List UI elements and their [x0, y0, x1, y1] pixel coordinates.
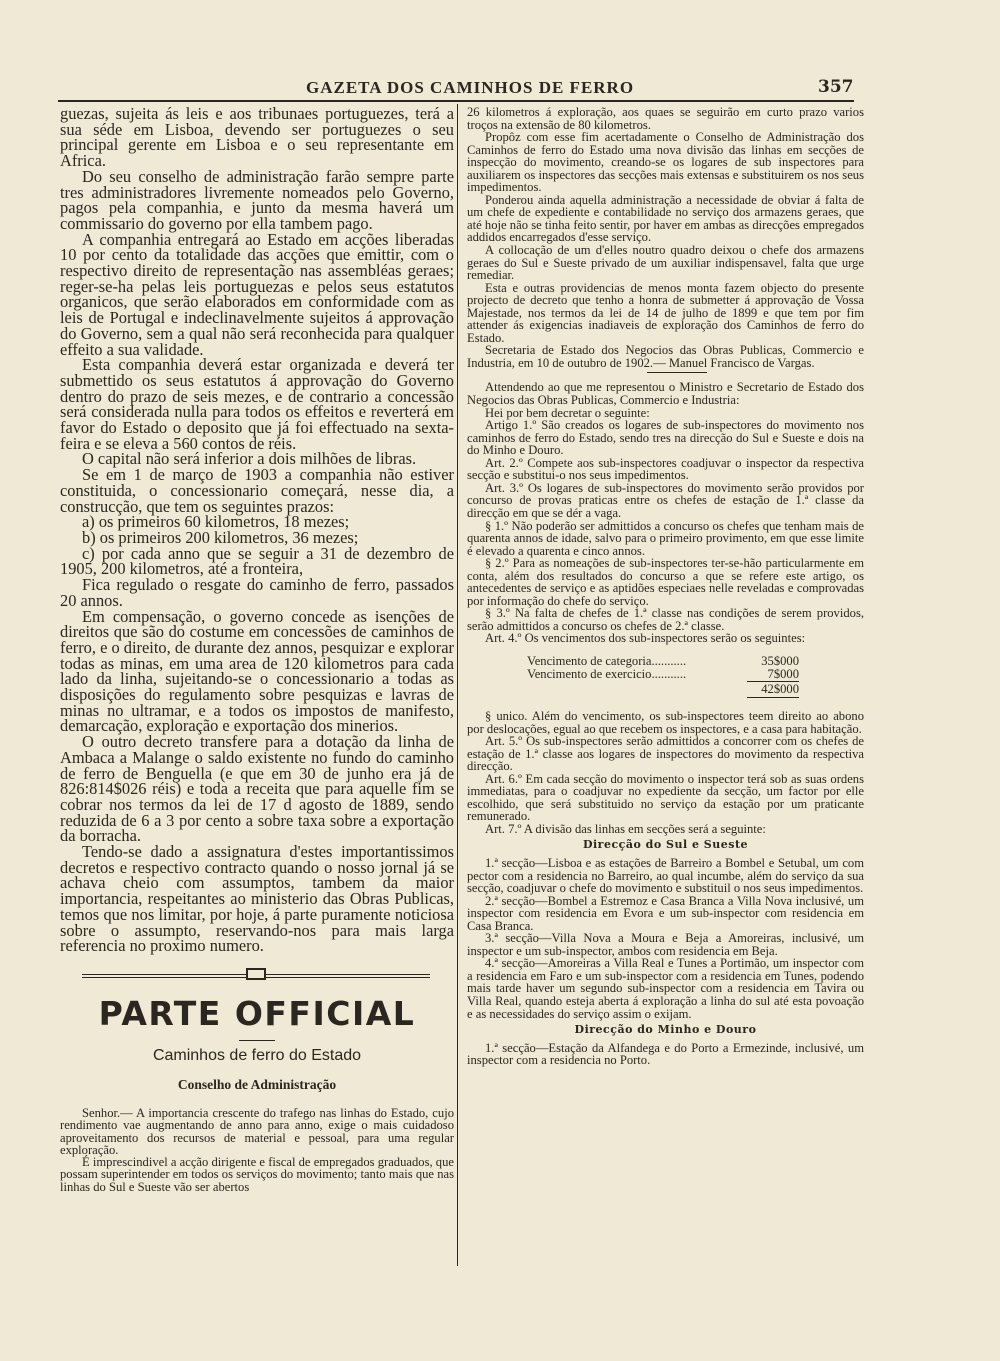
salary-total: 42$000 [747, 681, 799, 698]
paragraph: Attendendo ao que me representou o Ministro e Secretario de Estado dos Negocios das Obras Publicas, Commercio e Industria: [467, 380, 864, 408]
page-number: 357 [818, 77, 854, 97]
article: Art. 4.º Os vencimentos dos sub-inspectores serão os seguintes: [485, 631, 806, 646]
paragraph: A companhia entregará ao Estado em acções liberadas 10 por cento da totalidade das acções que emittir, com o respectivo direito de representação nas assembléas geraes; reger-se-ha pelas leis portuguezas e pelos seus estatutos organicos, que serão elaborados em conformidade com as leis de Portugal e indeclinavelmente sujeitos á approvação do Governo, sem a qual não será reconhecida para qualquer effeito a sua validade. [60, 229, 454, 359]
paragraph: Do seu conselho de administração farão sempre parte tres administradores livremente nomeados pelo Governo, pagos pela companhia, e junto da mesma haverá um commissario do governo por ella tambem pago. [60, 166, 454, 233]
paragraph: Esta e outras providencias de menos monta fazem objecto do presente projecto de decreto que tenho a honra de submetter á approvação de Vossa Majestade, nos termos da lei de 14 de julho de 1899 e que tem por fim attender ás exigencias inadiaveis de exploração dos Caminhos de ferro do Estado. [467, 280, 864, 345]
column-rule [457, 104, 458, 1266]
section-item: 1.ª secção—Lisboa e as estações de Barreiro a Bombel e Setubal, um com pector com a residencia no Barreiro, ao qual incumbe, além do serviço da sua secção, coadjuvar o chefe do movimento e substituil o nos seus impedimentos. [467, 855, 864, 896]
salary-label: Vencimento de exercicio........... [527, 666, 687, 681]
paragraph: Esta companhia deverá estar organizada e deverá ter submettido os seus estatutos á approvação do Governo dentro do prazo de seis mezes, e de contrario a concessão será considerada nulla para todos os effeitos e reverterá em favor do Estado o deposito que já foi effectuado na sexta-feira e se eleva a 560 contos de réis. [60, 355, 454, 453]
divider [647, 372, 707, 373]
section-item: 3.ª secção—Villa Nova a Moura e Beja a Amoreiras, inclusivé, um inspector e um sub-inspector, ambos com residencia em Beja. [467, 931, 864, 958]
list-item: a) os primeiros 60 kilometros, 18 mezes; [82, 512, 350, 532]
paragraph: Se em 1 de março de 1903 a companhia não estiver constituida, o concessionario começará, nesse dia, a construcção, que tem os seguintes prazos: [60, 465, 454, 516]
article: Art. 5.º Os sub-inspectores serão admittidos a concorrer com os chefes de estação de 1.ª classe aos logares de inspectores do movimento da respectiva direcção. [467, 734, 864, 774]
section-item: 4.ª secção—Amoreiras a Villa Real e Tunes a Portimão, um inspector com a residencia em Faro e um sub-inspector com a residencia em Tunes, podendo mais tarde haver um segundo sub-inspector com a residencia em Tavira ou Villa Real, quando esteja aberta á exploração a linha do sul até esta povoação e as necessidades do serviço assim o exijam. [467, 956, 864, 1021]
article: Art. 3.º Os logares de sub-inspectores do movimento serão providos por concurso de provas praticas entre os chefes de estação de 1.ª classe da direcção em que se dér a vaga. [467, 480, 864, 520]
paragraph: Senhor.— A importancia crescente do trafego nas linhas do Estado, cujo rendimento vae augmentando de anno para anno, exige o mais cuidadoso aproveitamento dos recursos de material e pessoal, para uma regular exploração. [60, 1105, 454, 1157]
subheading: Direcção do Minho e Douro [574, 1023, 757, 1037]
paragraph: 26 kilometros á exploração, aos quaes se seguirão em curto prazo varios troços na extensão de 80 kilometros. [467, 105, 864, 132]
section-item: 2.ª secção—Bombel a Estremoz e Casa Branca a Villa Nova inclusivé, um inspector com residencia em Evora e um sub-inspector com residencia em Casa Branca. [467, 893, 864, 933]
paragraph: guezas, sujeita ás leis e aos tribunaes portuguezes, terá a sua séde em Lisboa, devendo ser portuguezes o seu principal gerente em Lisboa e o seu representante em Africa. [60, 104, 454, 171]
section-item: 1.ª secção—Estação da Alfandega e do Porto a Ermezinde, inclusivé, um inspector com a residencia no Porto. [467, 1040, 864, 1068]
header-title: GAZETA DOS CAMINHOS DE FERRO [306, 78, 635, 97]
paragraph: Propôz com esse fim acertadamente o Conselho de Administração dos Caminhos de ferro do Estado uma nova divisão das linhas em secções de inspecção do movimento, creando-se os logares de sub inspectores para auxiliarem os inspectores das secções mais extensas e substituirem os nos seus impedimentos. [467, 130, 864, 195]
list-item: b) os primeiros 200 kilometros, 36 mezes; [82, 527, 359, 547]
short-rule [239, 1040, 275, 1041]
signature-paragraph: Secretaria de Estado dos Negocios das Obras Publicas, Commercio e Industria, em 10 de outubro de 1902.— Manuel Francisco de Vargas. [467, 343, 864, 370]
section-title: Caminhos de ferro do Estado [152, 1046, 362, 1064]
article: Artigo 1.º São creados os logares de sub-inspectores do movimento nos caminhos de ferro do Estado, sendo tres na direcção do Sul e Sueste e dois na do Minho e Douro. [467, 418, 864, 458]
section-subtitle: Conselho de Administração [177, 1076, 337, 1092]
paragraph: Hei por bem decretar o seguinte: [485, 405, 650, 420]
salary-label: Vencimento de categoria........... [527, 653, 687, 668]
article: § 2.º Para as nomeações de sub-inspectores ter-se-hão particularmente em conta, além dos resultados do concurso a que se refere este artigo, os antecedentes de serviço e as aptidões especiaes nelle reveladas e comprovadas por informação do chefe do serviço. [467, 556, 864, 608]
paragraph: Fica regulado o resgate do caminho de ferro, passados 20 annos. [60, 575, 454, 610]
subheading: Direcção do Sul e Sueste [582, 838, 749, 852]
list-item: c) por cada anno que se seguir a 31 de dezembro de 1905, 200 kilometros, até a fronteira, [60, 543, 454, 579]
page-header [58, 77, 854, 102]
paragraph: A collocação de um d'elles noutro quadro deixou o chefe dos armazens geraes do Sul e Sueste privado de um auxiliar indispensavel, falta que urge remediar. [467, 243, 864, 283]
article: Art. 7.º A divisão das linhas em secções será a seguinte: [485, 821, 766, 836]
salary-row [527, 668, 799, 681]
article: § 3.º Na falta de chefes de 1.ª classe nas condições de serem providos, serão admittidos a concurso os chefes de 2.ª classe. [467, 606, 864, 633]
article: § unico. Além do vencimento, os sub-inspectores teem direito ao abono por deslocações, egual ao que recebem os inspectores, e a casa para habitação. [467, 708, 864, 736]
article: § 1.º Não poderão ser admittidos a concurso os chefes que tenham mais de quarenta annos de idade, salvo para o primeiro provimento, em que esse limite é elevado a quarenta e cinco annos. [467, 518, 864, 558]
header-rule [58, 100, 854, 102]
paragraph: Tendo-se dado a assignatura d'estes importantissimos decretos e respectivo contracto quando o nosso jornal já se achava cheio com assumptos, tambem da maior importancia, respeitantes ao ministerio das Obras Publicas, temos que nos limitar, por hoje, á parte puramente noticiosa sobre o assumpto, reservando-nos para mais larga referencia no proximo numero. [60, 842, 454, 956]
article: Art. 2.º Compete aos sub-inspectores coadjuvar o inspector da respectiva secção e substitui-o nos seus impedimentos. [467, 455, 864, 483]
salary-value: 35$000 [761, 653, 799, 668]
left-column [60, 106, 454, 1193]
official-heading: PARTE OFFICIAL [98, 993, 416, 1033]
paragraph: É imprescindivel a acção dirigente e fiscal de empregados graduados, que possam superintender em todos os serviços do movimento; tanto mais que nas linhas do Sul e Sueste vão ser abertos [60, 1155, 454, 1194]
paragraph: O outro decreto transfere para a dotação da linha de Ambaca a Malange o saldo existente no fundo do caminho de ferro de Benguella (e que em 30 de junho era já de 826:814$026 réis) e toda a receita que para aquelle fim se cobrar nos termos da lei de 17 d agosto de 1889, sendo reduzida de 6 a 3 por cento a sobre taxa sobre a exportação da borracha. [60, 732, 454, 846]
paragraph: Ponderou ainda aquella administração a necessidade de obviar á falta de um chefe de expediente e contabilidade no serviço dos armazens geraes, que até hoje não se tinha feito sentir, por haver em ambas as direcções empregados addidos encarregados d'esse serviço. [467, 192, 864, 245]
paragraph: O capital não será inferior a dois milhões de libras. [82, 449, 417, 469]
article: Art. 6.º Em cada secção do movimento o inspector terá sob as suas ordens immediatas, para o coadjuvar no expediente da secção, um factor por elle escolhido, que será substituido no serviço da estação por um praticante remunerado. [467, 771, 864, 824]
salary-value: 7$000 [767, 666, 799, 681]
section-ornament [82, 968, 430, 982]
salary-table [527, 655, 864, 698]
right-column [467, 106, 864, 1067]
paragraph: Em compensação, o governo concede as isenções de direitos que são do costume em concessões de caminhos de ferro, e o direito, de durante dez annos, pesquizar e explorar todas as minas, em uma area de 120 kilometros para cada lado da linha, sujeitando-se o concessionario a todas as disposições do regulamento sobre pesquizas e lavras de minas no ultramar, e a todos os impostos de manifesto, demarcação, exploração e exportação dos minerios. [60, 606, 454, 736]
